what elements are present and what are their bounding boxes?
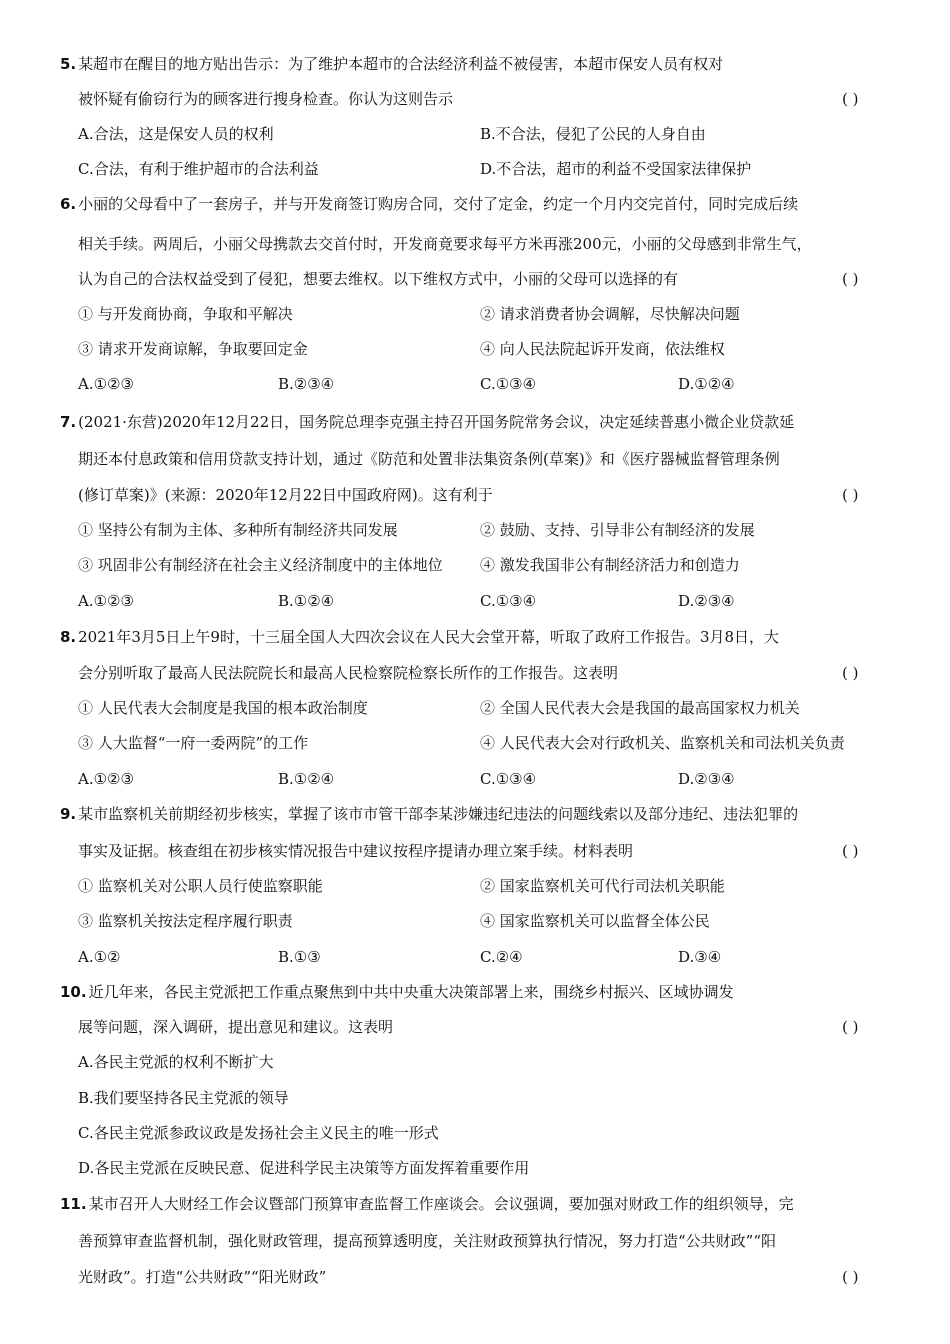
option-d: D.不合法，超市的利益不受国家法律保护 <box>480 160 752 178</box>
question-5-options-row1 <box>78 117 886 152</box>
question-8-stem-cont: 会分别听取了最高人民法院院长和最高人民检察院检察长所作的工作报告。这表明 ( ) <box>78 656 886 691</box>
question-number: 5. <box>60 55 77 73</box>
question-9-statements-row2 <box>78 904 886 939</box>
question-8-statements-row1 <box>78 691 886 726</box>
question-9-statements-row1 <box>78 869 886 904</box>
option-b: B.①③ <box>278 948 321 966</box>
question-8-stem: 8. 2021年3月5日上午9时，十三届全国人大四次会议在人民大会堂开幕，听取了政府工作报告。3月8日，大 <box>60 628 780 646</box>
option-a: A.①②③ <box>78 770 134 788</box>
question-9-options <box>78 940 886 975</box>
question-7-stem: 7. (2021·东营)2020年12月22日，国务院总理李克强主持召开国务院常务会议，决定延续普惠小微企业贷款延 <box>60 413 795 431</box>
question-7-options <box>78 584 886 619</box>
question-11-stem: 11. 某市召开人大财经工作会议暨部门预算审查监督工作座谈会。会议强调，要加强对财政工作的组织领导，完 <box>60 1195 794 1213</box>
answer-blank: ( ) <box>842 90 859 108</box>
answer-blank: ( ) <box>842 664 859 682</box>
statement-2: ② 鼓励、支持、引导非公有制经济的发展 <box>480 521 755 539</box>
option-a: A.合法，这是保安人员的权利 <box>78 125 274 143</box>
option-c: C.①③④ <box>480 375 537 393</box>
question-6-stem: 6. 小丽的父母看中了一套房子，并与开发商签订购房合同，交付了定金，约定一个月内交完首付，同时完成后续 <box>60 195 799 213</box>
question-10-stem-cont: 展等问题，深入调研，提出意见和建议。这表明 ( ) <box>78 1010 886 1045</box>
question-6-statements-row1 <box>78 297 886 332</box>
statement-2: ② 国家监察机关可代行司法机关职能 <box>480 877 725 895</box>
option-b: B.①②④ <box>278 770 335 788</box>
option-d: D.各民主党派在反映民意、促进科学民主决策等方面发挥着重要作用 <box>78 1159 530 1177</box>
statement-1: ① 与开发商协商，争取和平解决 <box>78 305 293 323</box>
option-c: C.①③④ <box>480 592 537 610</box>
answer-blank: ( ) <box>842 1268 859 1286</box>
question-7-statements-row1 <box>78 513 886 548</box>
option-a: A.①②③ <box>78 592 134 610</box>
question-6-statements-row2 <box>78 332 886 367</box>
option-b: B.①②④ <box>278 592 335 610</box>
statement-1: ① 监察机关对公职人员行使监察职能 <box>78 877 323 895</box>
statement-3: ③ 监察机关按法定程序履行职责 <box>78 912 293 930</box>
answer-blank: ( ) <box>842 270 859 288</box>
statement-2: ② 请求消费者协会调解，尽快解决问题 <box>480 305 740 323</box>
option-b: B.②③④ <box>278 375 335 393</box>
question-number: 8. <box>60 628 77 646</box>
option-a: A.①② <box>78 948 121 966</box>
statement-4: ④ 人民代表大会对行政机关、监察机关和司法机关负责 <box>480 734 845 752</box>
option-c: C.①③④ <box>480 770 537 788</box>
question-number: 11. <box>60 1195 87 1213</box>
question-9-stem-cont: 事实及证据。核查组在初步核实情况报告中建议按程序提请办理立案手续。材料表明 ( ) <box>78 834 886 869</box>
question-number: 6. <box>60 195 77 213</box>
statement-4: ④ 激发我国非公有制经济活力和创造力 <box>480 556 740 574</box>
statement-3: ③ 巩固非公有制经济在社会主义经济制度中的主体地位 <box>78 556 443 574</box>
option-d: D.②③④ <box>678 770 735 788</box>
statement-4: ④ 国家监察机关可以监督全体公民 <box>480 912 710 930</box>
statement-3: ③ 人大监督“一府一委两院”的工作 <box>78 734 309 752</box>
question-6-stem-cont: 相关手续。两周后，小丽父母携款去交首付时，开发商竟要求每平方米再涨200元，小丽的父母感到非常生气， <box>78 235 812 253</box>
question-7-statements-row2 <box>78 548 886 583</box>
statement-1: ① 人民代表大会制度是我国的根本政治制度 <box>78 699 368 717</box>
option-a: A.①②③ <box>78 375 134 393</box>
question-7-stem-cont: (修订草案)》(来源：2020年12月22日中国政府网)。这有利于 ( ) <box>78 478 886 513</box>
question-5-stem: 5. 某超市在醒目的地方贴出告示：为了维护本超市的合法经济利益不被侵害，本超市保安人员有权对 <box>60 55 724 73</box>
question-number: 9. <box>60 805 77 823</box>
option-b: B.我们要坚持各民主党派的领导 <box>78 1089 289 1107</box>
question-8-options <box>78 762 886 797</box>
option-a: A.各民主党派的权利不断扩大 <box>78 1053 274 1071</box>
question-6-options <box>78 367 886 402</box>
question-7-stem-cont: 期还本付息政策和信用贷款支持计划，通过《防范和处置非法集资条例(草案)》和《医疗器械监督管理条例 <box>78 450 780 468</box>
answer-blank: ( ) <box>842 842 859 860</box>
option-d: D.③④ <box>678 948 722 966</box>
question-5-stem-cont: 被怀疑有偷窃行为的顾客进行搜身检查。你认为这则告示 ( ) <box>78 82 886 117</box>
question-6-stem-cont: 认为自己的合法权益受到了侵犯，想要去维权。以下维权方式中，小丽的父母可以选择的有 ( ) <box>78 262 886 297</box>
question-11-stem-cont: 光财政”。打造“公共财政”“阳光财政” ( ) <box>78 1260 886 1295</box>
option-b: B.不合法，侵犯了公民的人身自由 <box>480 125 706 143</box>
question-8-statements-row2 <box>78 726 886 761</box>
question-11-stem-cont: 善预算审查监督机制，强化财政管理，提高预算透明度，关注财政预算执行情况，努力打造“公共财政”“阳 <box>78 1232 777 1250</box>
statement-2: ② 全国人民代表大会是我国的最高国家权力机关 <box>480 699 800 717</box>
statement-4: ④ 向人民法院起诉开发商，依法维权 <box>480 340 725 358</box>
option-c: C.②④ <box>480 948 523 966</box>
answer-blank: ( ) <box>842 1018 859 1036</box>
question-number: 10. <box>60 983 87 1001</box>
option-c: C.各民主党派参政议政是发扬社会主义民主的唯一形式 <box>78 1124 439 1142</box>
question-5-options-row2 <box>78 152 886 187</box>
question-number: 7. <box>60 413 77 431</box>
answer-blank: ( ) <box>842 486 859 504</box>
question-9-stem: 9. 某市监察机关前期经初步核实，掌握了该市市管干部李某涉嫌违纪违法的问题线索以及部分违纪、违法犯罪的 <box>60 805 799 823</box>
option-c: C.合法，有利于维护超市的合法利益 <box>78 160 319 178</box>
statement-3: ③ 请求开发商谅解，争取要回定金 <box>78 340 308 358</box>
option-d: D.①②④ <box>678 375 735 393</box>
question-10-stem: 10. 近几年来，各民主党派把工作重点聚焦到中共中央重大决策部署上来，围绕乡村振兴、区域协调发 <box>60 983 734 1001</box>
statement-1: ① 坚持公有制为主体、多种所有制经济共同发展 <box>78 521 398 539</box>
option-d: D.②③④ <box>678 592 735 610</box>
